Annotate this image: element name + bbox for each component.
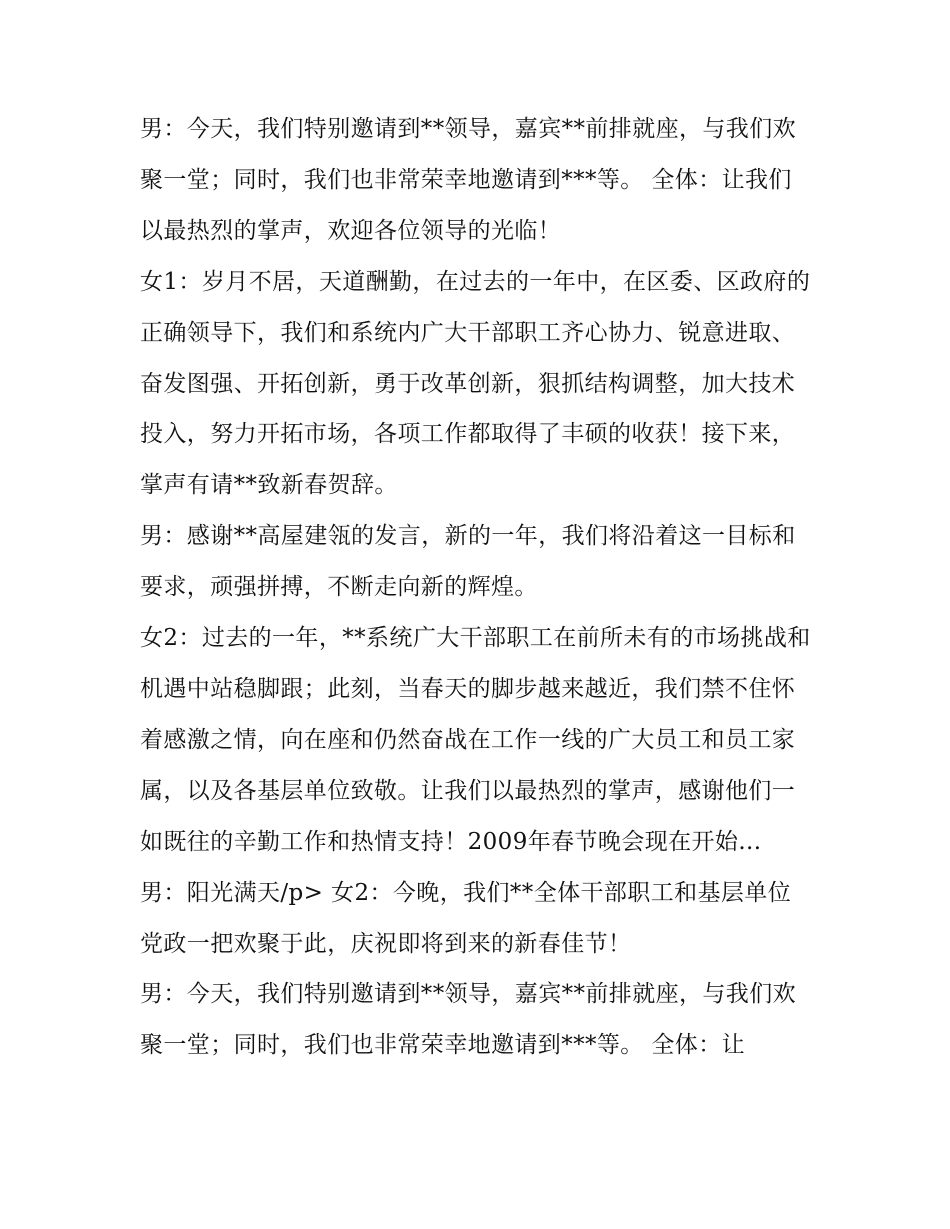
paragraph-6: 男：今天，我们特别邀请到**领导，嘉宾**前排就座，与我们欢聚一堂；同时，我们也非常荣幸地邀请到***等。 全体：让 [140, 981, 796, 1059]
paragraph-2: 女1：岁月不居，天道酬勤，在过去的一年中，在区委、区政府的正确领导下，我们和系统内广大干部职工齐心协力、锐意进取、奋发图强、开拓创新，勇于改革创新，狠抓结构调整，加大技术投入，努力开拓市场，各项工作都取得了丰硕的收获！接下来，掌声有请**致新春贺辞。 [140, 268, 811, 499]
paragraph-5: 男：阳光满天/p> 女2：今晚，我们**全体干部职工和基层单位党政一把欢聚于此，庆祝即将到来的新春佳节！ [140, 879, 792, 957]
paragraph-3: 男：感谢**高屋建瓴的发言，新的一年，我们将沿着这一目标和要求，顽强拼搏，不断走向新的辉煌。 [140, 523, 796, 601]
document-body [140, 104, 812, 1071]
paragraph-4: 女2：过去的一年，**系统广大干部职工在前所未有的市场挑战和机遇中站稳脚跟；此刻，当春天的脚步越来越近，我们禁不住怀着感激之情，向在座和仍然奋战在工作一线的广大员工和员工家属，以及各基层单位致敬。让我们以最热烈的掌声，感谢他们一如既往的辛勤工作和热情支持！2009年春节晚会现在开始... [140, 625, 811, 855]
paragraph-1: 男：今天，我们特别邀请到**领导，嘉宾**前排就座，与我们欢聚一堂；同时，我们也非常荣幸地邀请到***等。 全体：让我们以最热烈的掌声，欢迎各位领导的光临！ [140, 116, 796, 244]
